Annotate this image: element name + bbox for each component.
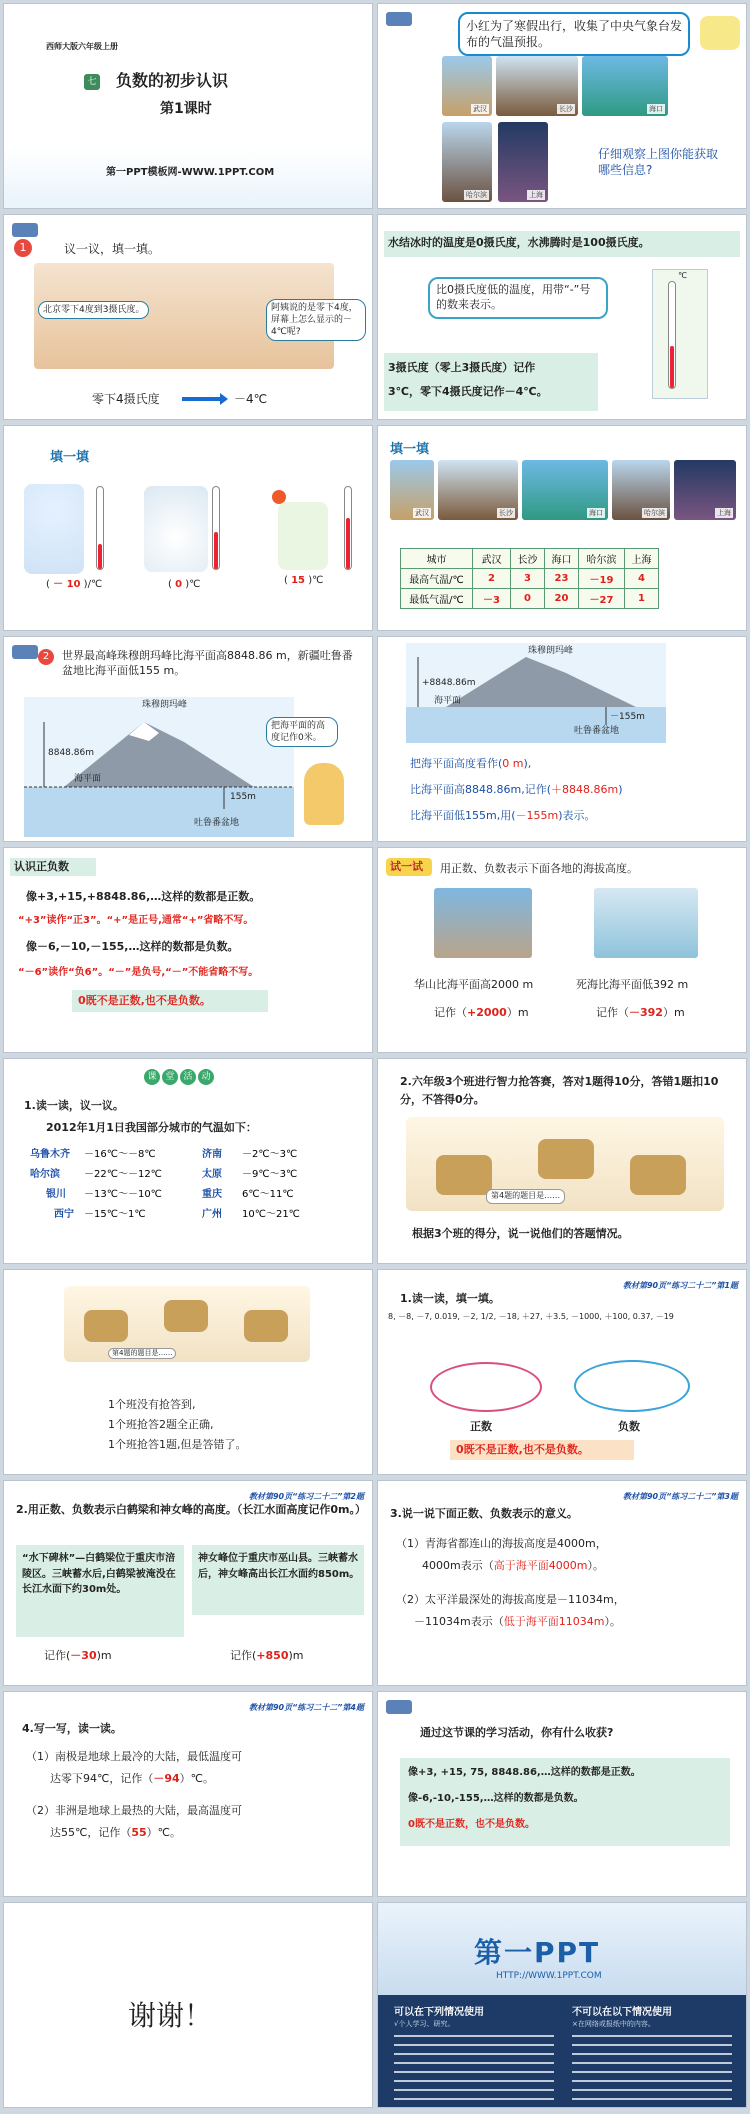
team-drum-1 — [84, 1310, 128, 1342]
negative-note: 比0摄氏度低的温度，用带“-”号的数来表示。 — [428, 277, 608, 319]
slide-fill-table — [377, 425, 747, 631]
table-cell: －27 — [579, 589, 625, 609]
textbook-reference: 教材第90页“练习二十二”第4题 — [248, 1703, 364, 1712]
lesson-label: 第1课时 — [160, 101, 212, 117]
peak-label: 珠穆朗玛峰 — [528, 646, 574, 656]
thermometer-unit: ℃ — [678, 271, 687, 280]
shennvfeng-text: 神女峰位于重庆市巫山县。三峡蓄水后，神女峰高出长江水面约850m。 — [198, 1553, 360, 1580]
table-cell: 上海 — [625, 549, 659, 569]
site-label: 第一PPT模板网-WWW.1PPT.COM — [106, 167, 275, 178]
summary-line-3: 0既不是正数，也不是负数。 — [408, 1819, 535, 1830]
answer-dead-sea: 记作（－392）m — [596, 1006, 685, 1019]
slide-quiz-answer — [3, 1269, 373, 1475]
photo-changsha: 长沙 — [438, 460, 518, 520]
conversion-label: 零下4摄氏度 — [92, 392, 160, 406]
table-cell: 最低气温/℃ — [401, 589, 473, 609]
slide-title — [3, 3, 373, 209]
list-item: 乌鲁木齐 －16℃～－8℃ 济南 －2℃～3℃ — [30, 1149, 298, 1160]
team-drum-1 — [436, 1155, 492, 1195]
summary-question: 通过这节课的学习活动，你有什么收获? — [420, 1726, 614, 1739]
table-row — [401, 569, 659, 589]
slide-write-read — [3, 1691, 373, 1897]
line-below: 比海平面低155m,用(－155m)表示。 — [410, 809, 596, 822]
observe-question: 仔细观察上图你能获取哪些信息? — [598, 147, 719, 178]
zero-note: 0既不是正数,也不是负数。 — [78, 994, 211, 1007]
positive-read: “+3”读作“正3”。“+”是正号,通常“+”省略不写。 — [18, 915, 254, 926]
table-cell: 4 — [625, 569, 659, 589]
photo-haikou: 海口 — [522, 460, 608, 520]
arrow-icon — [182, 397, 222, 401]
skier-illustration — [24, 484, 84, 574]
height-label: +8848.86m — [422, 678, 476, 688]
depth-label: －155m — [610, 712, 645, 722]
slide-classify — [377, 1269, 747, 1475]
link-list-right — [572, 2035, 732, 2101]
problem-number-badge: 2 — [38, 649, 54, 665]
textbook-reference: 教材第90页“练习二十二”第3题 — [622, 1492, 738, 1501]
answer-line-1: 1个班没有抢答到, — [108, 1398, 196, 1411]
depth-label: 155m — [230, 792, 256, 802]
answer-huashan: 记作（+2000）m — [434, 1006, 529, 1019]
slide-thanks — [3, 1902, 373, 2108]
table-row — [401, 589, 659, 609]
slide-meaning — [377, 1480, 747, 1686]
slide-quiz — [377, 1058, 747, 1264]
photo-haikou: 海口 — [582, 56, 668, 116]
table-cell: 0 — [511, 589, 545, 609]
freezing-text: 水结冰时的温度是0摄氏度，水沸腾时是100摄氏度。 — [388, 236, 650, 249]
team-drum-2 — [164, 1300, 208, 1332]
list-item: 西宁 －15℃～1℃ 广州 10℃～21℃ — [54, 1209, 300, 1220]
thanks-text: 谢谢！ — [128, 1999, 213, 2032]
answer-3: ( 15 )℃ — [284, 575, 324, 586]
section-header: 试一试 — [390, 860, 423, 873]
task-text: 2.用正数、负数表示白鹤梁和神女峰的高度。（长江水面高度记作0m。） — [16, 1503, 366, 1516]
thermometer-icon — [668, 281, 676, 389]
task-text: 2.六年级3个班进行智力抢答赛，答对1题得10分，答错1题扣10分，不答得0分。 — [400, 1075, 719, 1106]
answer-line-3: 1个班抢答1题,但是答错了。 — [108, 1438, 247, 1451]
slide-discuss — [3, 214, 373, 420]
summary-line-2: 像-6,-10,-155,…这样的数都是负数。 — [408, 1793, 584, 1804]
mountain-diagram — [24, 697, 294, 837]
task-text: 议一议，填一填。 — [64, 242, 161, 256]
activity-badge: 课 堂 活 动 — [144, 1069, 214, 1085]
slide-baiheliang — [3, 1480, 373, 1686]
table-cell: 20 — [545, 589, 579, 609]
slide-fill-thermometers — [3, 425, 373, 631]
q2-line-1: （2）太平洋最深处的海拔高度是－11034m， — [396, 1593, 625, 1606]
table-row — [401, 549, 659, 569]
negative-label: 负数 — [618, 1420, 640, 1433]
photo-huashan — [434, 888, 532, 958]
answer-baiheliang: 记作(－30)m — [44, 1649, 112, 1662]
basin-label: 吐鲁番盆地 — [194, 818, 240, 828]
team-drum-3 — [244, 1310, 288, 1342]
team-drum-3 — [630, 1155, 686, 1195]
notation-line-2: 3℃，零下4摄氏度记作－4℃。 — [388, 385, 548, 398]
table-cell: 长沙 — [511, 549, 545, 569]
table-cell: 海口 — [545, 549, 579, 569]
peak-label: 珠穆朗玛峰 — [142, 700, 188, 710]
q1-line-2: 4000m表示（高于海平面4000m）。 — [422, 1559, 604, 1572]
caption-dead-sea: 死海比海平面低392 m — [576, 978, 689, 991]
question-banner: 第4题的题目是…… — [108, 1348, 176, 1359]
table-cell: 城市 — [401, 549, 473, 569]
task-text: 1.读一读，填一填。 — [400, 1292, 500, 1305]
photo-shanghai: 上海 — [498, 122, 548, 202]
table-cell: 最高气温/℃ — [401, 569, 473, 589]
list-item: 银川 －13℃～－10℃ 重庆 6℃～11℃ — [46, 1189, 294, 1200]
mountain-diagram — [406, 643, 666, 743]
boy-avatar — [304, 763, 344, 825]
table-cell: 哈尔滨 — [579, 549, 625, 569]
sea-level-label: 海平面 — [74, 774, 102, 784]
photo-wuhan: 武汉 — [442, 56, 492, 116]
table-cell: 3 — [511, 569, 545, 589]
textbook-reference: 教材第90页“练习二十二”第1题 — [622, 1281, 738, 1290]
question-banner: 第4题的题目是…… — [486, 1189, 565, 1204]
negative-set-ellipse — [574, 1360, 690, 1412]
zero-note: 0既不是正数,也不是负数。 — [456, 1443, 589, 1456]
book-icon — [386, 1700, 412, 1714]
section-header: 认识正负数 — [14, 860, 69, 873]
photo-shanghai: 上海 — [674, 460, 736, 520]
temperature-table — [400, 548, 659, 609]
thermometer-1-icon — [96, 486, 104, 570]
line-above: 比海平面高8848.86m,记作(＋8848.86m) — [410, 783, 623, 796]
photo-harbin: 哈尔滨 — [442, 122, 492, 202]
deny-item: ×在网络或报纸中的内容。 — [572, 2020, 655, 2028]
q1-line-1: （1）南极是地球上最冷的大陆，最低温度可 — [26, 1750, 242, 1763]
table-cell: 23 — [545, 569, 579, 589]
q2-line-1: （2）非洲是地球上最热的大陆，最高温度可 — [26, 1804, 242, 1817]
slide-forecast — [377, 3, 747, 209]
q1-line-2: 达零下94℃，记作（－94）℃。 — [50, 1772, 215, 1785]
problem-number-badge: 1 — [14, 239, 32, 257]
textbook-reference: 教材第90页“练习二十二”第2题 — [248, 1492, 364, 1501]
line-sea-level: 把海平面高度看作(0 m), — [410, 757, 532, 770]
positive-label: 正数 — [470, 1420, 492, 1433]
link-list-left — [394, 2035, 554, 2101]
negative-read: “－6”读作“负6”。“－”是负号,“－”不能省略不写。 — [18, 967, 259, 978]
thermometer-panel — [652, 269, 708, 399]
table-cell: －3 — [473, 589, 511, 609]
allow-header: 可以在下列情况使用 — [394, 2007, 484, 2018]
baiheliang-text: “水下碑林”—白鹤梁位于重庆市涪陵区。三峡蓄水后,白鹤梁被淹没在长江水面下约30m处。 — [22, 1553, 176, 1595]
notation-line-1: 3摄氏度（零上3摄氏度）记作 — [388, 361, 536, 374]
table-cell: －19 — [579, 569, 625, 589]
summary-line-1: 像+3, +15, 75, 8848.86,…这样的数都是正数。 — [408, 1767, 641, 1778]
photo-dead-sea — [594, 888, 698, 958]
book-icon — [12, 223, 38, 237]
slide-definitions — [3, 847, 373, 1053]
slide-everest — [3, 636, 373, 842]
page-title: 负数的初步认识 — [116, 71, 229, 90]
table-cell: 武汉 — [473, 549, 511, 569]
slide-brand — [377, 1902, 747, 2108]
task-text: 3.说一说下面正数、负数表示的意义。 — [390, 1507, 578, 1520]
intro-text: 2012年1月1日我国部分城市的气温如下： — [46, 1121, 257, 1134]
team-drum-2 — [538, 1139, 594, 1179]
answer-line-2: 1个班抢答2题全正确, — [108, 1418, 214, 1431]
thermometer-3-icon — [344, 486, 352, 570]
slide-try — [377, 847, 747, 1053]
thermometer-2-icon — [212, 486, 220, 570]
slide-city-temps — [3, 1058, 373, 1264]
girl-speech: 小红为了寒假出行，收集了中央气象台发布的气温预报。 — [458, 12, 690, 56]
answer-1: ( － 10 )/℃ — [46, 579, 103, 590]
book-icon — [12, 645, 38, 659]
tv-speech: 北京零下4度到3摄氏度。 — [38, 301, 149, 319]
slide-zero-celsius — [377, 214, 747, 420]
slide-sea-level — [377, 636, 747, 842]
task-text: 用正数、负数表示下面各地的海拔高度。 — [440, 862, 638, 875]
girl-avatar — [700, 16, 740, 50]
temps-list — [30, 1145, 360, 1225]
brand-logo: 第一PPT — [474, 1936, 601, 1969]
sea-level-label: 海平面 — [434, 696, 462, 706]
exercise-illustration — [278, 502, 328, 570]
section-header: 填一填 — [50, 450, 90, 465]
book-icon — [386, 12, 412, 26]
table-cell: 1 — [625, 589, 659, 609]
unit-badge: 七 — [84, 74, 100, 90]
caption-huashan: 华山比海平面高2000 m — [414, 978, 534, 991]
section-header: 填一填 — [390, 442, 430, 457]
slide-summary — [377, 1691, 747, 1897]
answer-shennvfeng: 记作(+850)m — [230, 1649, 304, 1662]
deny-header: 不可以在以下情况使用 — [572, 2007, 672, 2018]
basin-label: 吐鲁番盆地 — [574, 726, 620, 736]
task-text: 1.读一读，议一议。 — [24, 1099, 124, 1112]
q2-line-2: －11034m表示（低于海平面11034m）。 — [414, 1615, 621, 1628]
list-item: 哈尔滨 －22℃～－12℃ 太原 －9℃～3℃ — [30, 1169, 298, 1180]
boy-speech: 把海平面的高度记作0米。 — [266, 717, 338, 747]
q1-line-1: （1）青海省都连山的海拔高度是4000m， — [396, 1537, 607, 1550]
arrow-head-icon — [220, 393, 228, 405]
conversion-value: －4℃ — [234, 392, 268, 406]
photo-changsha: 长沙 — [496, 56, 578, 116]
positive-set-ellipse — [430, 1362, 542, 1412]
allow-item: √个人学习、研究。 — [394, 2020, 455, 2028]
problem-text: 世界最高峰珠穆朗玛峰比海平面高8848.86 m，新疆吐鲁番盆地比海平面低155 m。 — [62, 649, 353, 677]
q2-line-2: 达55℃，记作（55）℃。 — [50, 1826, 182, 1839]
child-speech: 阿姨说的是零下4度，屏幕上怎么显示的－4℃呢? — [266, 299, 366, 341]
grade-label: 西师大版六年级上册 — [46, 42, 118, 51]
height-label: 8848.86m — [48, 748, 94, 758]
task-text: 4.写一写，读一读。 — [22, 1722, 122, 1735]
photo-harbin: 哈尔滨 — [612, 460, 670, 520]
number-list: 8, －8, －7, 0.019, －2, 1/2, －18, ＋27, ＋3.5, －1000, ＋100, 0.37, －19 — [388, 1312, 674, 1321]
photo-wuhan: 武汉 — [390, 460, 434, 520]
table-cell: 2 — [473, 569, 511, 589]
answer-2: ( 0 )℃ — [168, 579, 201, 590]
discussion-question: 根据3个班的得分，说一说他们的答题情况。 — [412, 1227, 629, 1240]
negative-def: 像－6,－10,－155,…这样的数都是负数。 — [26, 940, 239, 953]
brand-url[interactable]: HTTP://WWW.1PPT.COM — [496, 1971, 602, 1981]
positive-def: 像+3,+15,+8848.86,…这样的数都是正数。 — [26, 890, 261, 903]
snowman-illustration — [144, 486, 208, 572]
